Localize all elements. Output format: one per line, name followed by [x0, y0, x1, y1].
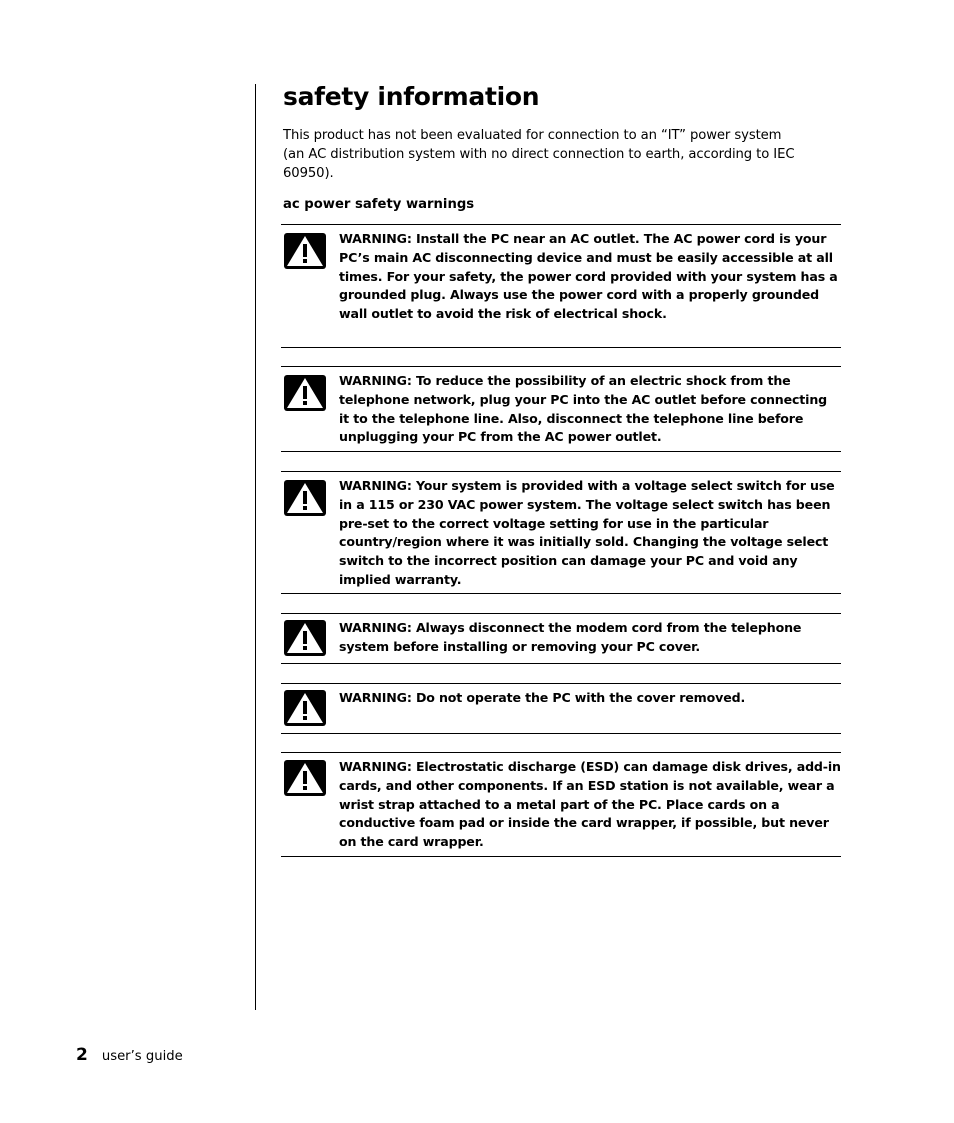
margin-rule — [255, 84, 256, 1010]
warning-block — [281, 752, 841, 857]
warning-icon — [284, 233, 326, 269]
warning-block — [281, 683, 841, 734]
warning-icon — [284, 760, 326, 796]
warning-text: WARNING: Do not operate the PC with the cover removed. — [339, 690, 746, 705]
warning-block — [281, 366, 841, 452]
intro-paragraph: This product has not been evaluated for connection to an “IT” power system (an AC distribution system with no direct connection to earth, according to IEC 60950). — [283, 128, 795, 181]
warning-icon — [284, 620, 326, 656]
warning-icon — [284, 480, 326, 516]
warning-block — [281, 224, 841, 348]
warning-icon — [284, 690, 326, 726]
footer-label: user’s guide — [101, 1049, 183, 1064]
page-footer — [76, 1043, 183, 1069]
warning-text: WARNING: Electrostatic discharge (ESD) can damage disk drives, add-in cards, and other components. If an ESD station is not available, wear a wrist strap attached to a metal part of the PC. Place cards on a conductive foam pad or inside the card wrapper, if possible, but never on the card wrapper. — [339, 759, 841, 850]
warning-text: WARNING: Your system is provided with a voltage select switch for use in a 115 or 230 VAC power system. The voltage select switch has been pre-set to the correct voltage setting for use in the particular country/region where it was initially sold. Changing the voltage select switch to the incorrect position can damage your PC and void any implied warranty. — [339, 478, 835, 587]
page-title: safety information — [283, 82, 540, 111]
warning-icon — [284, 375, 326, 411]
warning-block — [281, 613, 841, 664]
warning-text: WARNING: To reduce the possibility of an electric shock from the telephone network, plug your PC into the AC outlet before connecting it to the telephone line. Also, disconnect the telephone line before unplugging your PC from the AC power outlet. — [339, 373, 828, 445]
warning-text: WARNING: Always disconnect the modem cord from the telephone system before installing or removing your PC cover. — [339, 620, 802, 654]
warning-block — [281, 471, 841, 594]
page-number: 2 — [76, 1045, 88, 1065]
section-heading: ac power safety warnings — [283, 197, 475, 212]
warning-text: WARNING: Install the PC near an AC outlet. The AC power cord is your PC’s main AC disconnecting device and must be easily accessible at all times. For your safety, the power cord provided with your system has a grounded plug. Always use the power cord with a properly grounded wall outlet to avoid the risk of electrical shock. — [339, 231, 838, 322]
main-content — [283, 80, 841, 214]
